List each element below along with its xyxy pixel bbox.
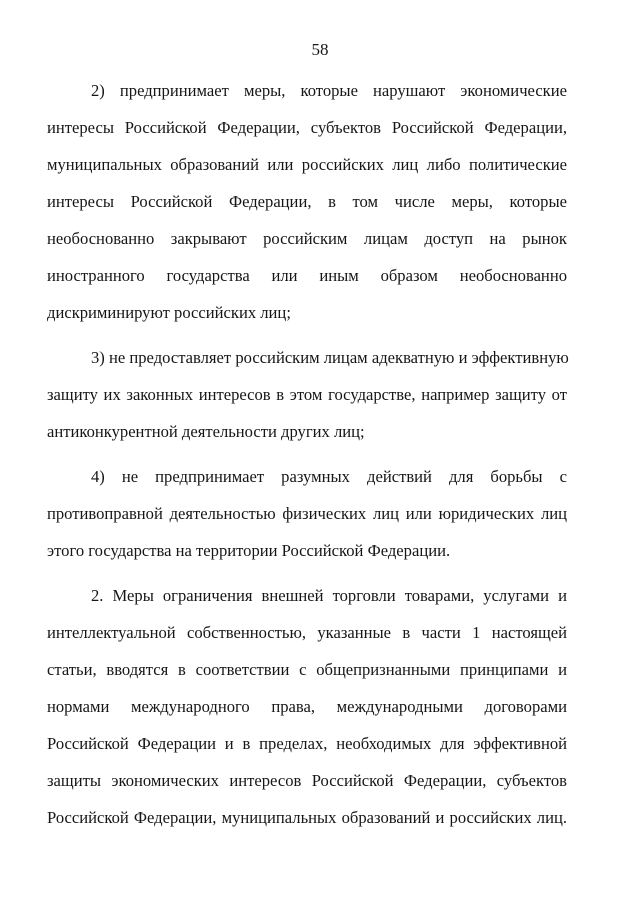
paragraph-item-4 — [47, 458, 567, 569]
text-line: защиту их законных интересов в этом государстве, например защиту от — [47, 385, 567, 404]
text-line: нормами международного права, международными договорами — [47, 697, 567, 716]
text-line: Российской Федерации, муниципальных образований и российских лиц. — [47, 808, 567, 827]
text-line: муниципальных образований или российских лиц либо политические — [47, 155, 567, 174]
paragraph-item-3 — [47, 339, 567, 450]
text-line: интересы Российской Федерации, субъектов Российской Федерации, — [47, 118, 567, 137]
text-line: защиты экономических интересов Российской Федерации, субъектов — [47, 771, 567, 790]
document-body — [47, 72, 567, 844]
text-line: 3) не предоставляет российским лицам адекватную и эффективную — [91, 348, 569, 367]
text-line: интеллектуальной собственностью, указанные в части 1 настоящей — [47, 623, 567, 642]
text-line: 2. Меры ограничения внешней торговли товарами, услугами и — [91, 586, 567, 605]
text-line: этого государства на территории Российской Федерации. — [47, 541, 451, 560]
paragraph-part-2 — [47, 577, 567, 836]
text-line: иностранного государства или иным образом необоснованно — [47, 266, 567, 285]
text-line: интересы Российской Федерации, в том числе меры, которые — [47, 192, 567, 211]
text-line: 2) предпринимает меры, которые нарушают экономические — [91, 81, 567, 100]
text-line: 4) не предпринимает разумных действий для борьбы с — [91, 467, 567, 486]
page-number: 58 — [311, 40, 329, 59]
text-line: необоснованно закрывают российским лицам доступ на рынок — [47, 229, 567, 248]
paragraph-item-2 — [47, 72, 567, 331]
text-line: статьи, вводятся в соответствии с общепризнанными принципами и — [47, 660, 567, 679]
text-line: противоправной деятельностью физических лиц или юридических лиц — [47, 504, 567, 523]
text-line: дискриминируют российских лиц; — [47, 303, 291, 322]
text-line: антиконкурентной деятельности других лиц; — [47, 422, 365, 441]
text-line: Российской Федерации и в пределах, необходимых для эффективной — [47, 734, 567, 753]
